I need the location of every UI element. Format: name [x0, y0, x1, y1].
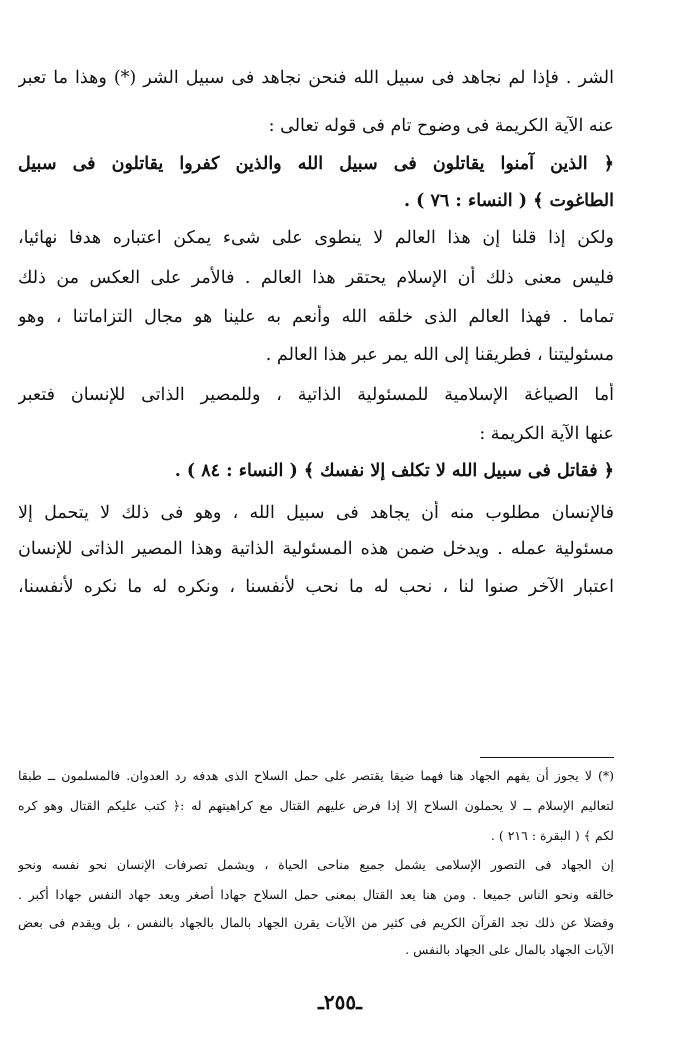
- body-line-12: فالإنسان مطلوب منه أن يجاهد فى سبيل الله ، وهو فى ذلك لا يتحمل إلا: [18, 503, 614, 523]
- body-line-8: مسئوليتنا ، فطريقنا إلى الله يمر عبر هذا العالم .: [265, 345, 614, 365]
- footnote-line-7: الآيات الجهاد بالمال على الجهاد بالنفس .: [405, 942, 614, 957]
- body-line-5: ولكن إذا قلنا إن هذا العالم لا ينطوى على شىء يمكن اعتباره هدفا نهائيا،: [18, 228, 614, 248]
- body-line-4-verse-end: الطاغوت ﴾ ( النساء : ٧٦ ) .: [403, 191, 614, 211]
- body-line-9: أما الصياغة الإسلامية للمسئولية الذاتية ، وللمصير الذاتى للإنسان فتعبر: [18, 385, 614, 405]
- footnote-line-5: خالقه ونحو الناس جميعا . ومن هنا يعد القتال بمعنى حمل السلاح جهادا أصغر ويعد جهاد النفس جهادا أكبر .: [18, 887, 614, 902]
- body-line-2: عنه الآية الكريمة فى وضوح تام فى قوله تعالى :: [268, 116, 614, 136]
- body-line-3-verse: ﴿ الذين آمنوا يقاتلون فى سبيل الله والذين كفروا يقاتلون فى سبيل: [18, 154, 614, 174]
- body-line-1: الشر . فإذا لم نجاهد فى سبيل الله فنحن نجاهد فى سبيل الشر (*) وهذا ما تعبر: [18, 68, 614, 88]
- footnote-line-1: (*) لا يجوز أن يفهم الجهاد هنا فهما ضيقا يقتصر على حمل السلاح الذى هدفه رد العدوان. فالمسلمون ــ طبقا: [18, 768, 614, 783]
- body-line-13: مسئولية عمله . ويدخل ضمن هذه المسئولية الذاتية وهذا المصير الذاتى للإنسان: [18, 539, 614, 559]
- footnote-line-4: إن الجهاد فى التصور الإسلامى يشمل جميع مناحى الحياة ، ويشمل تصرفات الإنسان نحو نفسه ونحو: [18, 857, 614, 872]
- body-line-7: تماما . فهذا العالم الذى خلقه الله وأنعم به علينا هو مجال التزاماتنا ، وهو: [18, 307, 614, 327]
- body-line-11-verse: ﴿ فقاتل فى سبيل الله لا تكلف إلا نفسك ﴾ ( النساء : ٨٤ ) .: [174, 461, 614, 481]
- footnote-line-2: لتعاليم الإسلام ــ لا يحملون السلاح إلا إذا فرض عليهم القتال مع كراهيتهم له :﴿ كتب عليكم القتال وهو كره: [18, 798, 614, 813]
- body-line-10: عنها الآية الكريمة :: [479, 424, 614, 444]
- body-line-6: فليس معنى ذلك أن الإسلام يحتقر هذا العالم . فالأمر على العكس من ذلك: [18, 268, 614, 288]
- body-line-14: اعتبار الآخر صنوا لنا ، نحب له ما نحب لأنفسنا ، ونكره له ما نكره لأنفسنا،: [18, 577, 614, 597]
- footnote-separator: [480, 757, 614, 758]
- page-number: ـ٢٥٥ـ: [318, 990, 362, 1014]
- footnote-line-3: لكم ﴾ ( البقرة : ٢١٦ ) .: [490, 828, 614, 843]
- footnote-line-6: وفضلا عن ذلك نجد القرآن الكريم فى كثير من الآيات يقرن الجهاد بالمال بالجهاد بالنفس ، بل ويقدم فى بعض: [18, 915, 614, 930]
